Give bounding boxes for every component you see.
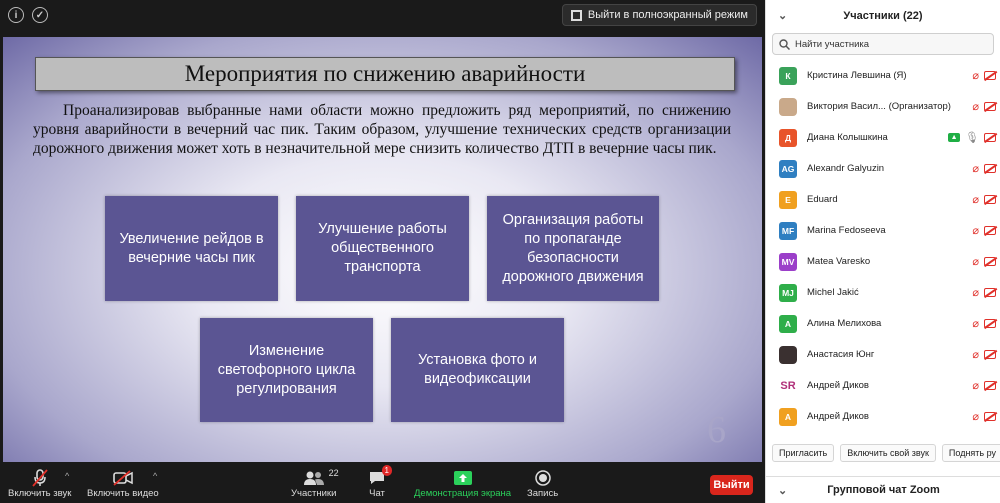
group-chat-title: Групповой чат Zoom (827, 484, 940, 496)
info-icon[interactable]: i (8, 7, 24, 23)
chat-unread-badge: 1 (382, 465, 392, 476)
meeting-info-icons (8, 7, 48, 23)
participant-status-icons (972, 410, 996, 423)
participant-avatar: AG (779, 160, 797, 178)
mic-muted-icon: ⌀ (972, 411, 979, 423)
mic-icon: 🎙 (965, 132, 979, 144)
unmute-self-button[interactable]: Включить свой звук (840, 444, 936, 462)
video-off-icon (984, 288, 996, 297)
video-off-icon (984, 412, 996, 421)
participant-name: Eduard (807, 194, 838, 205)
slide-box-traffic-light: Изменение светофорного цикла регулирования (200, 318, 373, 422)
participant-status-icons (972, 379, 996, 392)
participant-name: Alexandr Galyuzin (807, 163, 885, 174)
participants-header (766, 0, 1000, 32)
chevron-down-icon[interactable]: ⌄ (778, 485, 788, 497)
participant-status-icons (972, 69, 996, 82)
participant-status-icons (972, 193, 996, 206)
video-off-icon (984, 164, 996, 173)
participants-panel (765, 0, 1000, 503)
participant-avatar: E (779, 191, 797, 209)
video-off-icon (113, 468, 133, 488)
mic-muted-icon: ⌀ (972, 194, 979, 206)
mic-muted-icon: ⌀ (972, 349, 979, 361)
share-screen-icon (454, 468, 472, 488)
participant-row[interactable] (766, 370, 1000, 401)
raise-hand-button[interactable]: Поднять ру (942, 444, 1000, 462)
participant-row[interactable] (766, 308, 1000, 339)
mic-muted-icon: ⌀ (972, 225, 979, 237)
participants-count: 22 (328, 468, 339, 478)
start-video-label: Включить видео (87, 488, 159, 499)
search-icon (779, 39, 790, 50)
video-off-icon (984, 102, 996, 111)
panel-actions (772, 444, 1000, 462)
video-off-icon (984, 133, 996, 142)
participants-label: Участники (291, 488, 337, 499)
participant-row[interactable] (766, 153, 1000, 184)
participant-name: Michel Jakić (807, 287, 859, 298)
mic-muted-icon: ⌀ (972, 318, 979, 330)
slide-box-transport: Улучшение работы общественного транспорта (296, 196, 469, 301)
video-off-icon (984, 195, 996, 204)
participant-avatar: А (779, 315, 797, 333)
participant-avatar: SR (779, 377, 797, 395)
participant-name: Виктория Васил... (Организатор) (807, 101, 951, 112)
participant-avatar (779, 346, 797, 364)
mic-muted-icon: ⌀ (972, 101, 979, 113)
participant-name: Алина Мелихова (807, 318, 882, 329)
participant-avatar: MV (779, 253, 797, 271)
participant-status-icons (972, 286, 996, 299)
mic-muted-icon: ⌀ (972, 380, 979, 392)
record-button[interactable] (527, 468, 558, 499)
participant-row[interactable] (766, 215, 1000, 246)
shield-icon[interactable]: ✓ (32, 7, 48, 23)
leave-button[interactable]: Выйти (710, 475, 753, 495)
video-off-icon (984, 71, 996, 80)
fullscreen-label: Выйти в полноэкранный режим (587, 9, 748, 21)
mic-muted-icon: ⌀ (972, 287, 979, 299)
meeting-toolbar (0, 466, 765, 503)
participant-avatar: MJ (779, 284, 797, 302)
video-off-icon (984, 257, 996, 266)
slide-box-photo-fixation: Установка фото и видеофиксации (391, 318, 564, 422)
participant-row[interactable] (766, 339, 1000, 370)
audio-options-caret-icon[interactable]: ^ (65, 471, 70, 481)
participant-status-icons (972, 317, 996, 330)
mic-muted-icon: ⌀ (972, 256, 979, 268)
participant-name: Андрей Диков (807, 411, 869, 422)
participant-name: Анастасия Юнг (807, 349, 875, 360)
participant-row[interactable] (766, 401, 1000, 432)
unmute-button[interactable] (8, 468, 71, 499)
participants-button[interactable] (291, 468, 339, 499)
participant-avatar: MF (779, 222, 797, 240)
search-placeholder: Найти участника (795, 38, 870, 50)
slide-box-raids: Увеличение рейдов в вечерние часы пик (105, 196, 278, 301)
participant-status-icons (972, 162, 996, 175)
fullscreen-button[interactable] (562, 4, 757, 26)
presentation-slide (3, 37, 762, 462)
participant-name: Кристина Левшина (Я) (807, 70, 907, 81)
chat-label: Чат (369, 488, 385, 499)
participant-row[interactable] (766, 277, 1000, 308)
unmute-label: Включить звук (8, 488, 72, 499)
slide-page-number: 6 (707, 409, 726, 451)
participant-list (766, 60, 1000, 432)
mic-muted-icon: ⌀ (972, 70, 979, 82)
mic-muted-icon: ⌀ (972, 163, 979, 175)
slide-box-propaganda: Организация работы по пропаганде безопасности дорожного движения (487, 196, 659, 301)
participant-status-icons (972, 255, 996, 268)
participant-row[interactable] (766, 184, 1000, 215)
fullscreen-icon (571, 10, 582, 21)
participants-icon (303, 468, 339, 488)
record-icon (535, 468, 551, 488)
slide-body-text: Проанализировав выбранные нами области можно предложить ряд мероприятий, по снижению уровня аварийности в вечерний час пик. Таким образом, улучшение технических средств организации дорожного движения может хоть в незначительной мере снизить количество ДТП в вечерние часы пик. (33, 102, 731, 157)
slide-title: Мероприятия по снижению аварийности (35, 57, 735, 91)
record-label: Запись (527, 488, 559, 499)
participant-search-input[interactable] (772, 33, 994, 55)
share-screen-label: Демонстрация экрана (414, 488, 512, 499)
video-off-icon (984, 350, 996, 359)
start-video-button[interactable] (87, 468, 159, 499)
share-screen-button[interactable] (414, 468, 511, 499)
chat-button[interactable] (369, 466, 389, 499)
participant-status-icons (972, 348, 996, 361)
participant-avatar: А (779, 408, 797, 426)
participants-title: Участники (22) (843, 10, 923, 22)
participant-name: Андрей Диков (807, 380, 869, 391)
invite-button[interactable]: Пригласить (772, 444, 834, 462)
screen-share-icon: ▲ (948, 133, 960, 142)
participant-row[interactable] (766, 91, 1000, 122)
participant-row[interactable] (766, 246, 1000, 277)
participant-status-icons (972, 224, 996, 237)
participant-name: Matea Varesko (807, 256, 871, 267)
group-chat-header[interactable] (766, 476, 1000, 503)
participant-avatar: Д (779, 129, 797, 147)
participant-avatar (779, 98, 797, 116)
participant-status-icons (972, 100, 996, 113)
mic-muted-icon (32, 468, 48, 488)
participant-row[interactable] (766, 60, 1000, 91)
chevron-down-icon[interactable]: ⌄ (778, 10, 788, 22)
video-off-icon (984, 319, 996, 328)
video-options-caret-icon[interactable]: ^ (153, 471, 158, 481)
chat-icon (369, 466, 389, 488)
participant-avatar: К (779, 67, 797, 85)
participant-status-icons (948, 131, 996, 144)
video-off-icon (984, 381, 996, 390)
participant-name: Marina Fedoseeva (807, 225, 886, 236)
participant-row[interactable] (766, 122, 1000, 153)
video-off-icon (984, 226, 996, 235)
participant-name: Диана Колышкина (807, 132, 888, 143)
